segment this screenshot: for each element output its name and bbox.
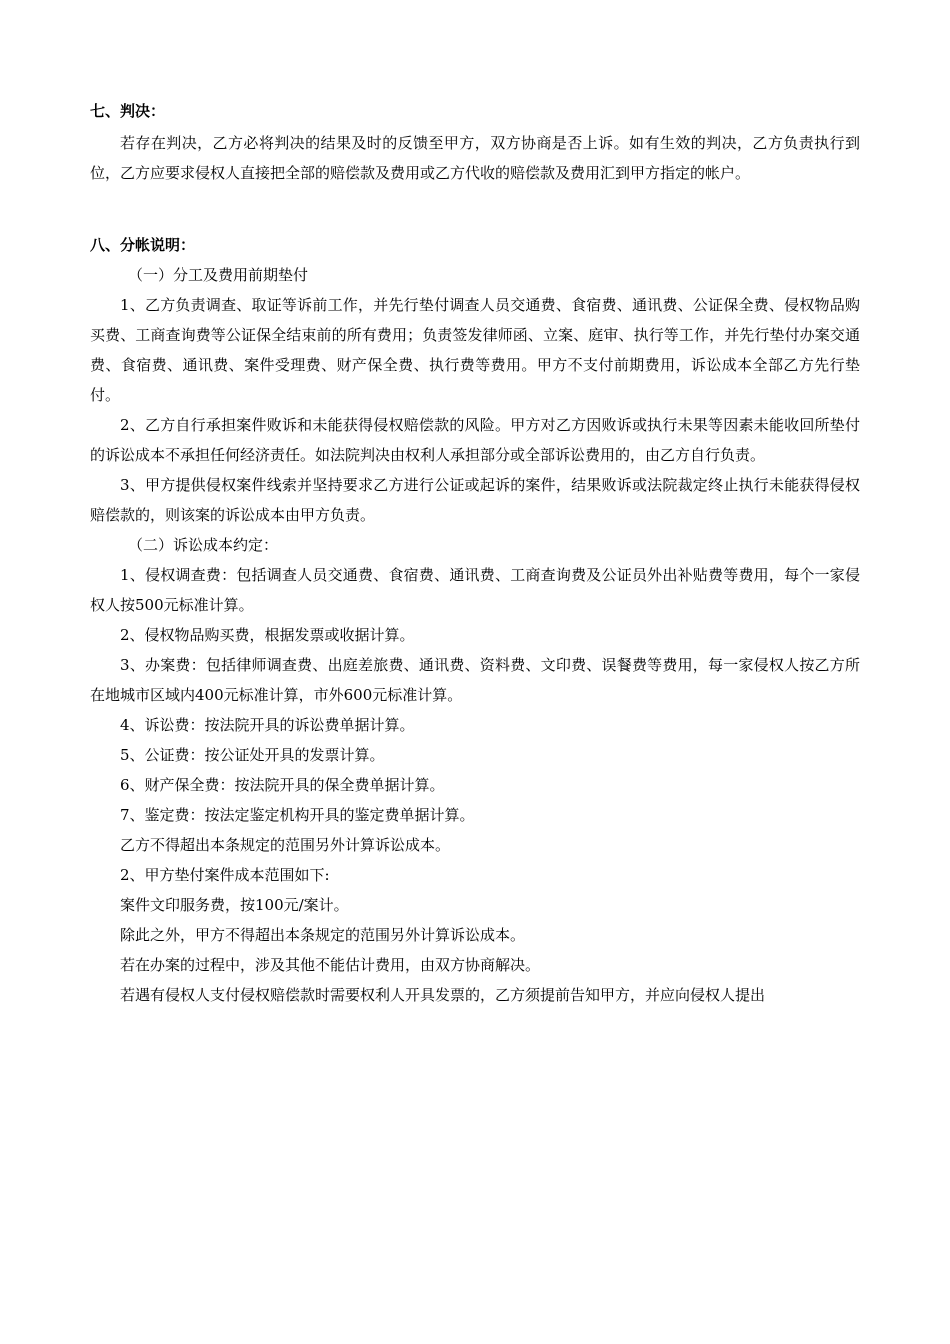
- clause-1-2: 2、乙方自行承担案件败诉和未能获得侵权赔偿款的风险。甲方对乙方因败诉或执行未果等因素未能收回所垫付的诉讼成本不承担任何经济责任。如法院判决由权利人承担部分或全部诉讼费用的，由乙方自行负责。: [90, 416, 860, 464]
- cost-item-3: 3、办案费：包括律师调查费、出庭差旅费、通讯费、资料费、文印费、误餐费等费用，每一家侵权人按乙方所在地城市区域内400元标准计算，市外600元标准计算。: [90, 656, 860, 704]
- cost-item-1: 1、侵权调查费：包括调查人员交通费、食宿费、通讯费、工商查询费及公证员外出补贴费等费用，每个一家侵权人按500元标准计算。: [90, 566, 860, 614]
- clause-1-1: 1、乙方负责调查、取证等诉前工作，并先行垫付调查人员交通费、食宿费、通讯费、公证保全费、侵权物品购买费、工商查询费等公证保全结束前的所有费用；负责签发律师函、立案、庭审、执行等工作，并先行垫付办案交通费、食宿费、通讯费、案件受理费、财产保全费、执行费等费用。甲方不支付前期费用，诉讼成本全部乙方先行垫付。: [90, 296, 860, 404]
- section-gap: [90, 188, 860, 230]
- cost-item-6: 6、财产保全费：按法院开具的保全费单据计算。: [120, 776, 445, 794]
- cost-item-4: 4、诉讼费：按法院开具的诉讼费单据计算。: [120, 716, 415, 734]
- section-8-title: 八、分帐说明：: [90, 236, 196, 254]
- cost-item-7: 7、鉴定费：按法定鉴定机构开具的鉴定费单据计算。: [120, 806, 475, 824]
- party-a-scope-title: 2、甲方垫付案件成本范围如下:: [120, 866, 330, 884]
- document-page: [90, 96, 860, 1010]
- party-a-scope-note: 除此之外，甲方不得超出本条规定的范围另外计算诉讼成本。: [120, 926, 526, 944]
- section-7-title: 七、判决：: [90, 102, 166, 120]
- invoice-note: 若遇有侵权人支付侵权赔偿款时需要权利人开具发票的，乙方须提前告知甲方，并应向侵权人提出: [120, 986, 766, 1004]
- clause-1-3: 3、甲方提供侵权案件线索并坚持要求乙方进行公证或起诉的案件，结果败诉或法院裁定终止执行未能获得侵权赔偿款的，则该案的诉讼成本由甲方负责。: [90, 476, 860, 524]
- subsection-1-title: （一）分工及费用前期垫付: [128, 266, 309, 284]
- cost-item-5: 5、公证费：按公证处开具的发票计算。: [120, 746, 385, 764]
- party-a-scope-item: 案件文印服务费，按100元/案计。: [120, 896, 349, 914]
- subsection-2-title: （二）诉讼成本约定：: [128, 536, 279, 554]
- cost-note: 乙方不得超出本条规定的范围另外计算诉讼成本。: [120, 836, 451, 854]
- cost-item-2: 2、侵权物品购买费，根据发票或收据计算。: [120, 626, 415, 644]
- other-costs-note: 若在办案的过程中，涉及其他不能估计费用，由双方协商解决。: [120, 956, 541, 974]
- section-7-paragraph: 若存在判决，乙方必将判决的结果及时的反馈至甲方，双方协商是否上诉。如有生效的判决，乙方负责执行到位，乙方应要求侵权人直接把全部的赔偿款及费用或乙方代收的赔偿款及费用汇到甲方指定的帐户。: [90, 134, 860, 182]
